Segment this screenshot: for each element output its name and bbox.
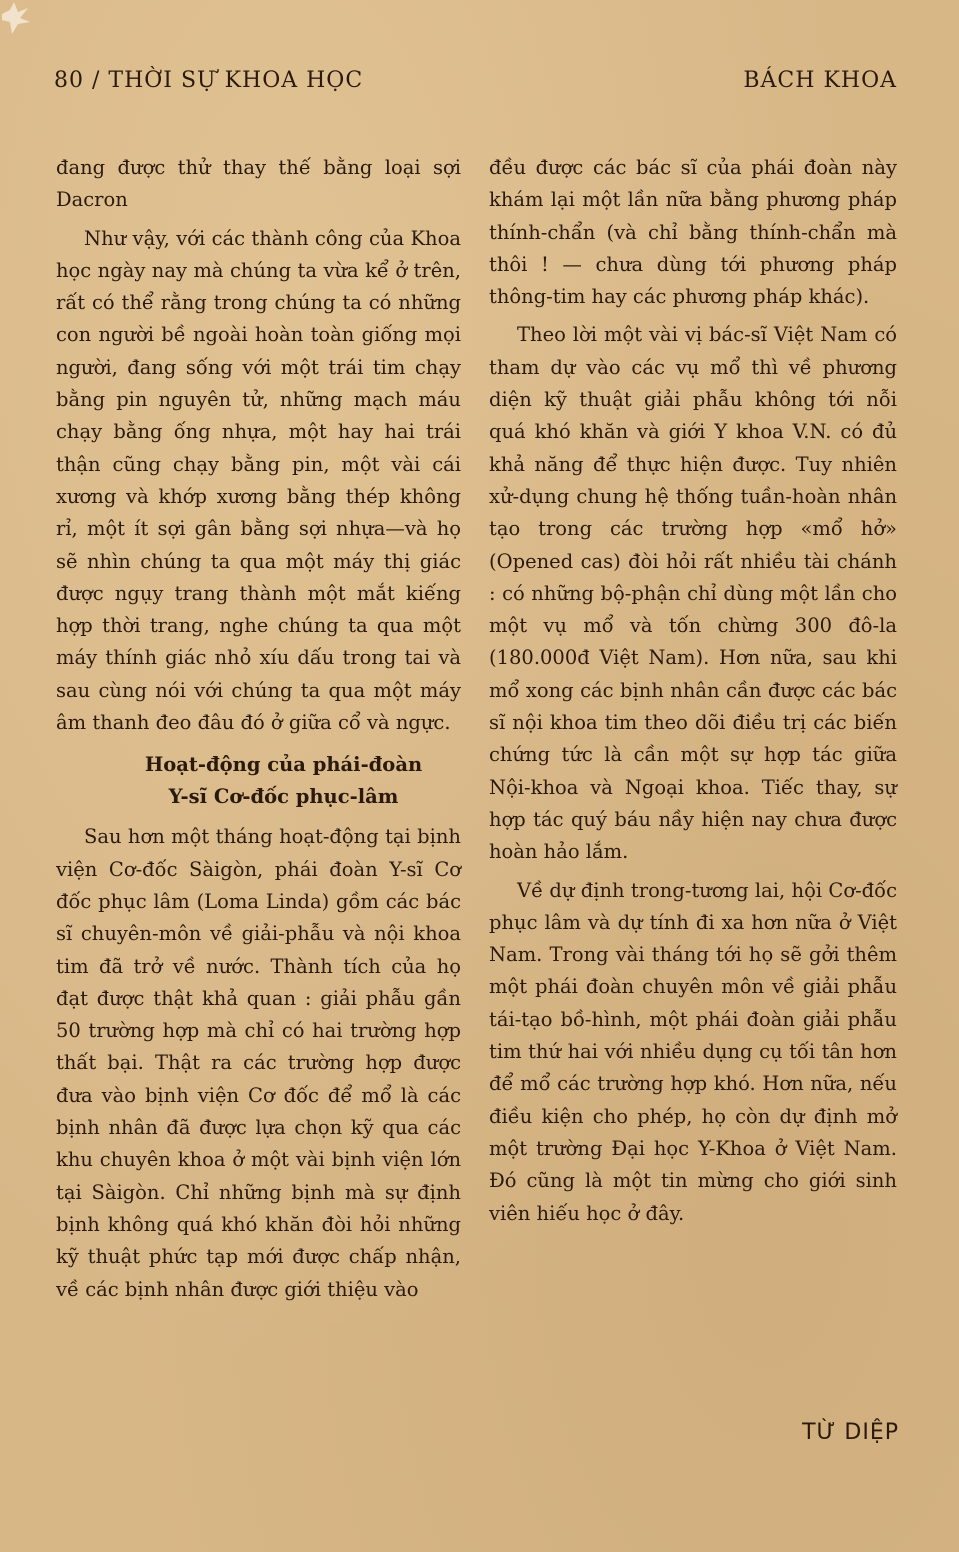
page-header [54,68,897,102]
magazine-title: BÁCH KHOA [743,68,897,93]
section-subheading [56,749,461,813]
right-column [489,152,897,1230]
right-paragraph-1: đều được các bác sĩ của phái đoàn này khám lại một lần nữa bằng phương pháp thính-chẩn (và chỉ bằng thính-chẩn mà thôi ! — chưa dùng tới phương pháp thông-tim hay các phương pháp khác). [489,156,897,309]
left-column [56,152,461,1306]
right-paragraph-3: Về dự định trong-tương lai, hội Cơ-đốc phục lâm và dự tính đi xa hơn nữa ở Việt Nam. Trong vài tháng tới họ sẽ gởi thêm một phái đoàn chuyên môn về giải phẫu tái-tạo bồ-hình, một phái đoàn giải phẫu tim thứ hai với nhiều dụng cụ tối tân hơn để mổ các trường hợp khó. Hơn nữa, nếu điều kiện cho phép, họ còn dự định mở một trường Đại học Y-Khoa ở Việt Nam. Đó cũng là một tin mừng cho giới sinh viên hiếu học ở đây. [489,878,897,1225]
subheading-line-2: Y-sĩ Cơ-đốc phục-lâm [168,785,399,809]
subheading-line-1: Hoạt-động của phái-đoàn [144,753,423,777]
left-paragraph-2: Như vậy, với các thành công của Khoa học ngày nay mà chúng ta vừa kể ở trên, rất có thể rằng trong chúng ta có những con người bề ngoài hoàn toàn giống mọi người, đang sống với một trái tim chạy bằng pin nguyên tử, những mạch máu chạy bằng ống nhựa, một hay hai trái thận cũng chạy bằng pin, một vài cái xương và khớp xương bằng thép không rỉ, một ít sợi gân bằng sợi nhựa—và họ sẽ nhìn chúng ta qua một máy thị giác được ngụy trang thành một mắt kiếng hợp thời trang, nghe chúng ta qua một máy thính giác nhỏ xíu dấu trong tai và sau cùng nói với chúng ta qua một máy âm thanh đeo đâu đó ở giữa cổ và ngực. [56,226,461,735]
author-signature: TỪ DIỆP [802,1420,899,1445]
left-paragraph-3: Sau hơn một tháng hoạt-động tại bịnh viện Cơ-đốc Sàigòn, phái đoàn Y-sĩ Cơ đốc phục lâm (Loma Linda) gồm các bác sĩ chuyên-môn về giải-phẫu và nội khoa tim đã trở về nước. Thành tích của họ đạt được thật khả quan : giải phẫu gần 50 trường hợp mà chỉ có hai trường hợp thất bại. Thật ra các trường hợp được đưa vào bịnh viện Cơ đốc để mổ là các bịnh nhân đã được lựa chọn kỹ qua các khu chuyên khoa ở một vài bịnh viện lớn tại Sàigòn. Chỉ những bịnh mà sự định bịnh không quá khó khăn đòi hỏi những kỹ thuật phức tạp mới được chấp nhận, về các bịnh nhân được giới thiệu vào [56,825,461,1301]
left-paragraph-1: đang được thử thay thế bằng loại sợi Dacron [56,156,461,212]
right-paragraph-2: Theo lời một vài vị bác-sĩ Việt Nam có tham dự vào các vụ mổ thì về phương diện kỹ thuật giải phẫu không tới nỗi quá khó khăn và giới Y khoa V.N. có đủ khả năng để thực hiện được. Tuy nhiên xử-dụng chung hệ thống tuần-hoàn nhân tạo trong các trường hợp «mổ hở» (Opened cas) đòi hỏi rất nhiều tài chánh : có những bộ-phận chỉ dùng một lần cho một vụ mổ và tốn chừng 300 đô-la (180.000đ Việt Nam). Hơn nữa, sau khi mổ xong các bịnh nhân cần được các bác sĩ nội khoa tim theo dõi điều trị các biến chứng tức là cần một sự hợp tác giữa Nội-khoa và Ngoại khoa. Tiếc thay, sự hợp tác quý báu nầy hiện nay chưa được hoàn hảo lắm. [489,323,897,864]
ink-blot-mark [0,0,40,40]
page-number-section-title: 80 / THỜI SỰ KHOA HỌC [54,68,364,93]
